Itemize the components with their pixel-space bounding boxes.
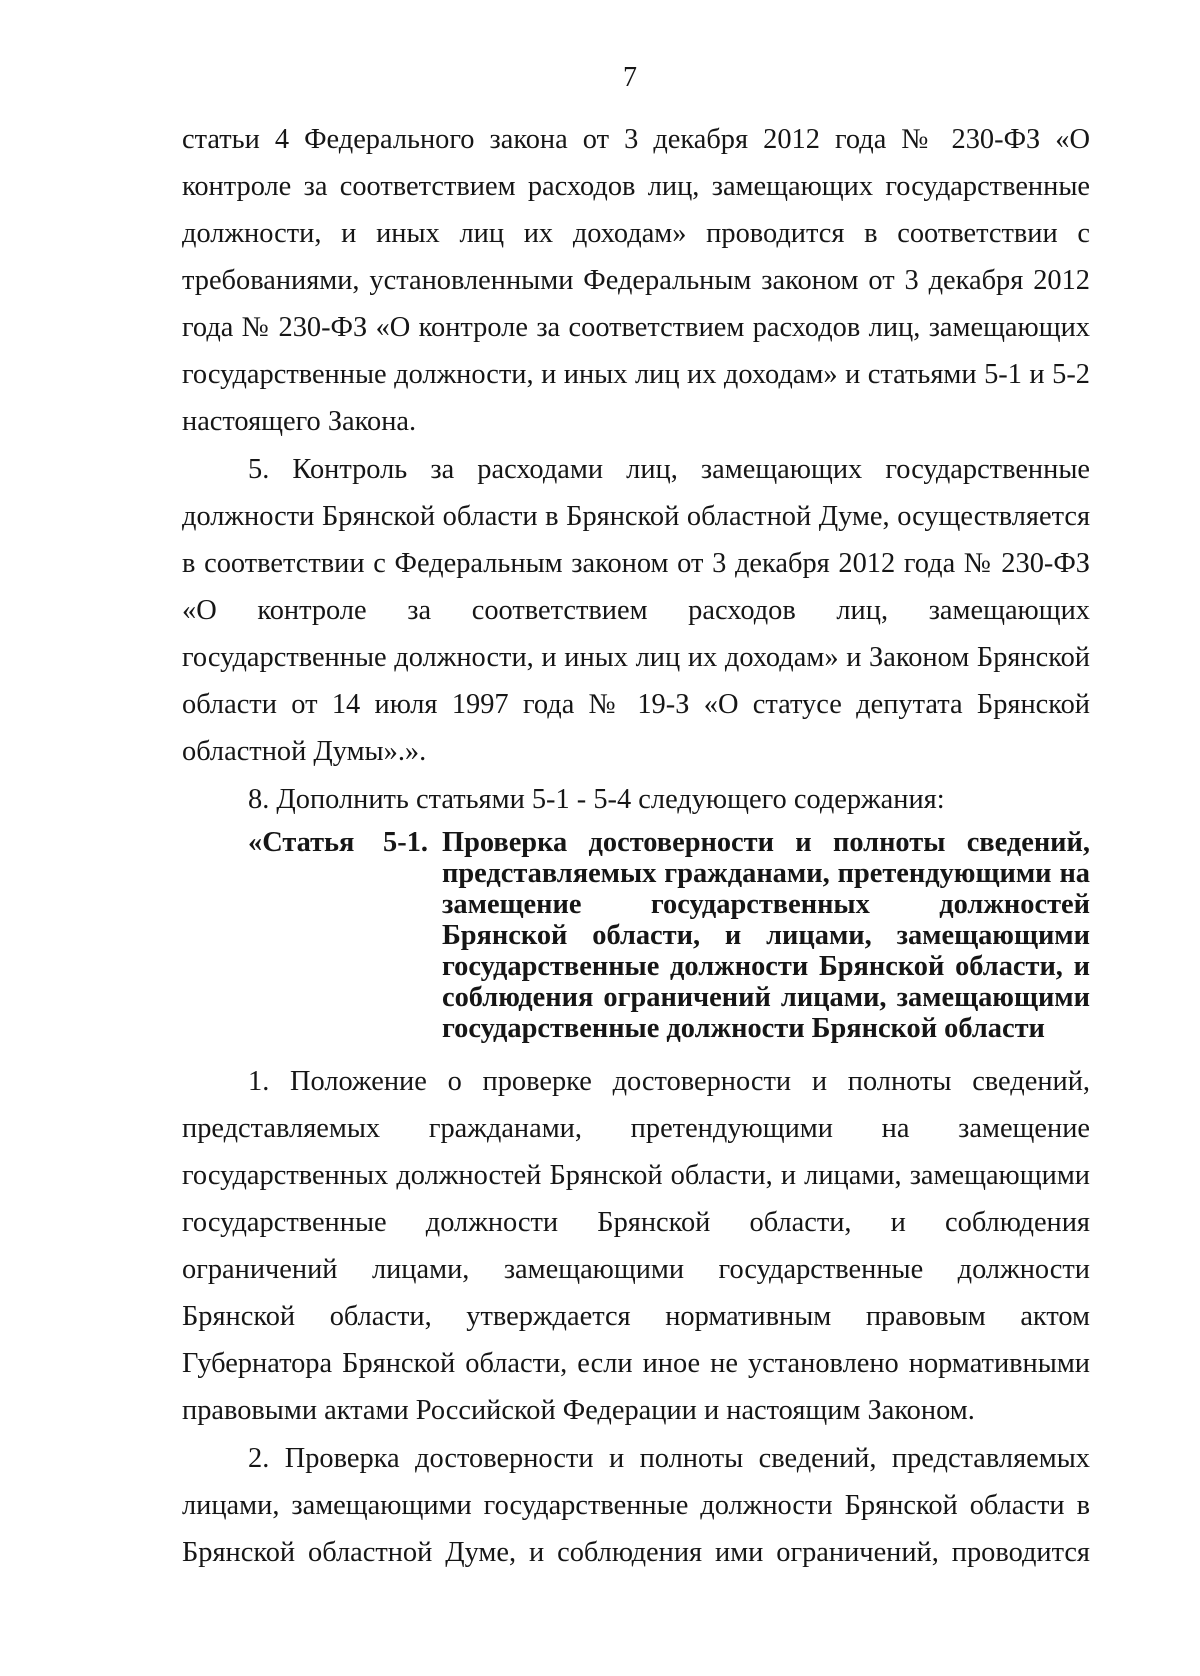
paragraph-continuation: статьи 4 Федерального закона от 3 декабря 2012 года № 230-ФЗ «О контроле за соответствием расходов лиц, замещающих государственные должности, и иных лиц их доходам» проводится в соответствии с требованиями, установленными Федеральным законом от 3 декабря 2012 года № 230-ФЗ «О контроле за соответствием расходов лиц, замещающих государственные должности, и иных лиц их доходам» и статьями 5-1 и 5-2 настоящего Закона. bbox=[182, 124, 1090, 437]
article-heading bbox=[182, 827, 1090, 1044]
article-title: Проверка достоверности и полноты сведений, представляемых гражданами, претендующими на замещение государственных должностей Брянской области, и лицами, замещающими государственные должности Брянской области, и соблюдения ограничений лицами, замещающими государственные должности Брянской области bbox=[442, 827, 1090, 1044]
paragraph-item-8: 8. Дополнить статьями 5-1 - 5-4 следующего содержания: bbox=[248, 784, 945, 815]
article-label bbox=[182, 827, 442, 1044]
page-number: 7 bbox=[623, 62, 637, 93]
paragraph-item-2: 2. Проверка достоверности и полноты сведений, представляемых лицами, замещающими государственные должности Брянской области в Брянской областной Думе, и соблюдения ими ограничений, проводится bbox=[182, 1443, 1090, 1568]
article-label-word: «Статья bbox=[248, 827, 355, 858]
paragraph-item-1: 1. Положение о проверке достоверности и полноты сведений, представляемых гражданами, претендующими на замещение государственных должностей Брянской области, и лицами, замещающими государственные должности Брянской области, и соблюдения ограничений лицами, замещающими государственные должности Брянской области, утверждается нормативным правовым актом Губернатора Брянской области, если иное не установлено нормативными правовыми актами Российской Федерации и настоящим Законом. bbox=[182, 1066, 1090, 1426]
document-body bbox=[182, 116, 1090, 1576]
paragraph-item-5: 5. Контроль за расходами лиц, замещающих государственные должности Брянской области в Брянской областной Думе, осуществляется в соответствии с Федеральным законом от 3 декабря 2012 года № 230-ФЗ «О контроле за соответствием расходов лиц, замещающих государственные должности, и иных лиц их доходам» и Законом Брянской области от 14 июля 1997 года № 19-З «О статусе депутата Брянской областной Думы».». bbox=[182, 454, 1090, 767]
article-label-number: 5-1. bbox=[383, 827, 428, 858]
